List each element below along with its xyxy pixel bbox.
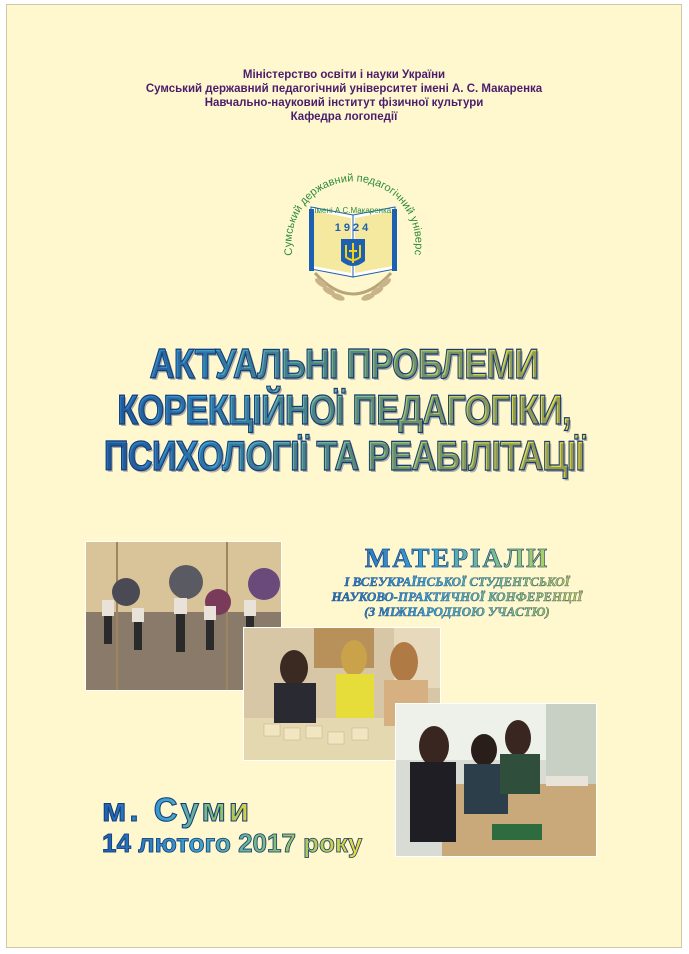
cover-page xyxy=(6,4,682,948)
title-line-1: АКТУАЛЬНІ ПРОБЛЕМИ xyxy=(68,341,621,387)
conference-title xyxy=(7,341,681,479)
header-block xyxy=(7,68,681,124)
logo-subtitle: імені А.С.Макаренка xyxy=(314,206,392,215)
title-line-2: КОРЕКЦІЙНОЇ ПЕДАГОГІКИ, xyxy=(68,387,621,433)
department-line: Кафедра логопедії xyxy=(290,111,398,123)
institute-line: Навчально-науковий інститут фізичної культури xyxy=(204,97,484,109)
photo-students-documents xyxy=(395,703,597,857)
materials-line-1: І ВСЕУКРАЇНСЬКОЇ СТУДЕНТСЬКОЇ xyxy=(307,574,607,589)
ministry-line: Міністерство освіти і науки України xyxy=(242,69,446,81)
title-line-3: ПСИХОЛОГІЇ ТА РЕАБІЛІТАЦІЇ xyxy=(68,433,621,479)
materials-line-3: (З МІЖНАРОДНОЮ УЧАСТЮ) xyxy=(307,604,607,619)
materials-line-2: НАУКОВО-ПРАКТИЧНОЇ КОНФЕРЕНЦІЇ xyxy=(307,589,607,604)
trident-book-emblem-icon xyxy=(271,165,436,325)
logo-ring-text: Сумський державний педагогічний універс xyxy=(282,172,425,257)
materials-block xyxy=(307,543,607,619)
date-label: 14 лютого 2017 року xyxy=(102,828,363,858)
materials-heading: МАТЕРІАЛИ xyxy=(307,543,607,574)
city-label: м. Суми xyxy=(102,791,253,828)
university-logo xyxy=(271,165,436,325)
university-line: Сумський державний педагогічний університет імені А. С. Макаренка xyxy=(145,83,543,95)
logo-year: 1924 xyxy=(334,222,372,234)
